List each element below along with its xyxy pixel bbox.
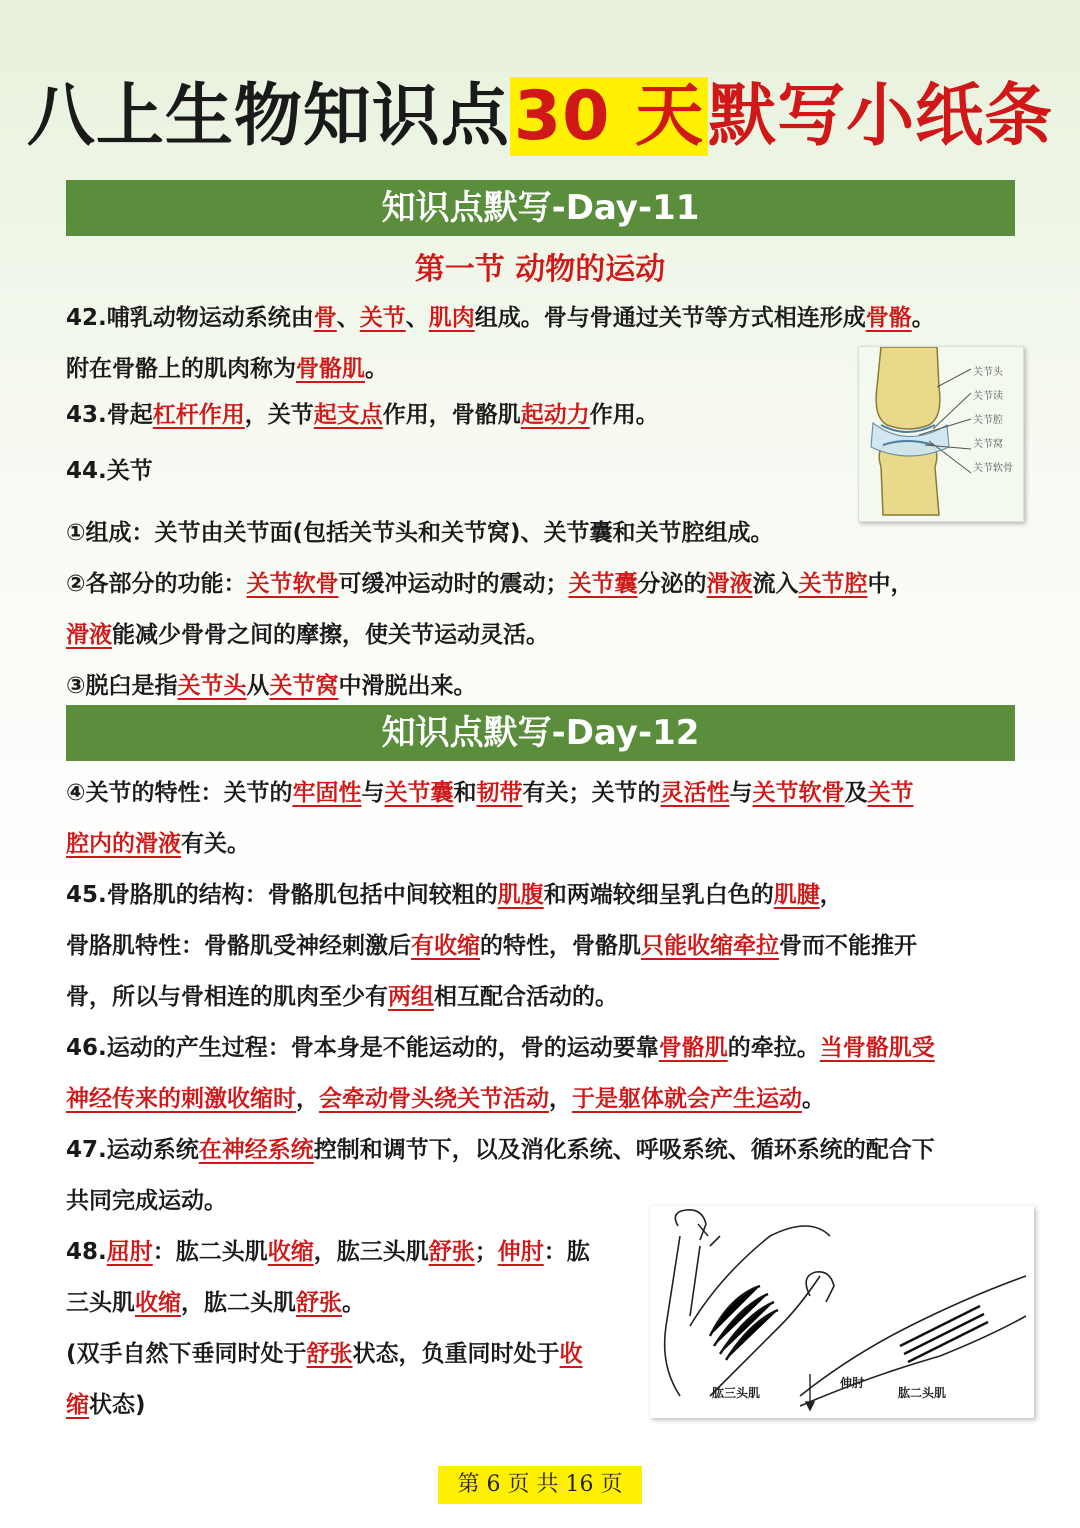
joint-label-socket: 关节窝 bbox=[973, 439, 1003, 450]
text-segment: 可缓冲运动时的震动； bbox=[338, 571, 569, 597]
answer-blank: 当骨骼肌受 bbox=[819, 1035, 935, 1061]
answer-blank: 会牵动骨头绕关节活动 bbox=[319, 1086, 549, 1112]
answer-blank: 只能收缩牵拉 bbox=[641, 933, 779, 959]
text-segment: 中， bbox=[867, 571, 914, 597]
item-48-line4 bbox=[66, 1380, 146, 1431]
answer-blank: 骨骼肌 bbox=[658, 1035, 728, 1061]
text-segment: ，关节 bbox=[244, 402, 314, 428]
text-segment: ， bbox=[549, 1086, 572, 1112]
answer-blank: 杠杆作用 bbox=[152, 402, 245, 428]
item-45-line3 bbox=[66, 972, 618, 1023]
answer-blank: 滑液 bbox=[66, 622, 112, 648]
answer-blank: 关节腔 bbox=[798, 571, 868, 597]
text-segment: 附在骨骼上的肌肉称为 bbox=[66, 356, 296, 382]
answer-blank: 屈肘 bbox=[106, 1239, 153, 1265]
text-segment: 。 bbox=[802, 1086, 825, 1112]
section-heading: 第一节 动物的运动 bbox=[414, 252, 666, 287]
text-segment: 47.运动系统 bbox=[66, 1137, 199, 1163]
text-segment: 及 bbox=[844, 780, 868, 806]
page-title bbox=[0, 62, 1080, 172]
answer-blank: 关节软骨 bbox=[752, 780, 845, 806]
text-segment: 骨，所以与骨相连的肌肉至少有 bbox=[66, 984, 388, 1010]
answer-blank: 骨 bbox=[313, 305, 337, 331]
text-segment: 状态) bbox=[89, 1392, 146, 1418]
text-segment: 流入 bbox=[752, 571, 799, 597]
answer-blank: 牢固性 bbox=[292, 780, 362, 806]
text-segment: 。 bbox=[911, 305, 935, 331]
answer-blank: 舒张 bbox=[296, 1290, 342, 1316]
answer-blank: 骨骼肌 bbox=[296, 356, 365, 382]
answer-blank: 伸肘 bbox=[497, 1239, 544, 1265]
text-segment: 中滑脱出来。 bbox=[338, 673, 477, 699]
item-47-line1 bbox=[66, 1125, 935, 1176]
text-segment: 和 bbox=[453, 780, 477, 806]
item-43 bbox=[66, 390, 659, 441]
answer-blank: 关节头 bbox=[177, 673, 247, 699]
text-segment: 作用，骨骼肌 bbox=[382, 402, 521, 428]
item-48-line1 bbox=[66, 1227, 590, 1278]
answer-blank: 韧带 bbox=[476, 780, 523, 806]
item-42-line2 bbox=[66, 344, 388, 395]
answer-blank: 关节囊 bbox=[384, 780, 454, 806]
answer-blank: 关节窝 bbox=[269, 673, 339, 699]
text-segment: 分泌的 bbox=[637, 571, 707, 597]
text-segment: 42.哺乳动物运动系统由 bbox=[66, 305, 314, 331]
text-segment: ③脱臼是指 bbox=[66, 673, 178, 699]
text-segment: 的牵拉。 bbox=[727, 1035, 820, 1061]
answer-blank: 缩 bbox=[66, 1392, 89, 1418]
answer-blank: 滑液 bbox=[706, 571, 753, 597]
answer-blank: 收缩 bbox=[135, 1290, 181, 1316]
answer-blank: 关节囊 bbox=[568, 571, 638, 597]
text-segment: ②各部分的功能： bbox=[66, 571, 247, 597]
arm-figure bbox=[650, 1206, 1034, 1418]
page-number: 第 6 页 共 16 页 bbox=[438, 1466, 642, 1504]
text-segment: 相互配合活动的。 bbox=[434, 984, 618, 1010]
joint-figure bbox=[858, 346, 1024, 522]
answer-blank: 肌肉 bbox=[428, 305, 475, 331]
item-46-line1 bbox=[66, 1023, 935, 1074]
text-segment: 、 bbox=[336, 305, 360, 331]
item-45-line2 bbox=[66, 921, 917, 972]
text-segment: 三头肌 bbox=[66, 1290, 135, 1316]
text-segment: 46.运动的产生过程：骨本身是不能运动的，骨的运动要靠 bbox=[66, 1035, 659, 1061]
answer-blank: 肌腱 bbox=[773, 882, 820, 908]
arm-label-extend: 伸肘 bbox=[840, 1376, 865, 1390]
text-segment: 骨胳肌特性：骨骼肌受神经刺激后 bbox=[66, 933, 411, 959]
text-segment: ，肱三头肌 bbox=[313, 1239, 429, 1265]
joint-label-cartilage: 关节软骨 bbox=[973, 463, 1013, 474]
text-segment: (双手自然下垂同时处于 bbox=[66, 1341, 307, 1367]
text-segment: 控制和调节下，以及消化系统、呼吸系统、循环系统的配合下 bbox=[313, 1137, 935, 1163]
item-47-line2: 共同完成运动。 bbox=[66, 1188, 227, 1214]
answer-blank: 灵活性 bbox=[660, 780, 730, 806]
answer-blank: 于是躯体就会产生运动 bbox=[572, 1086, 802, 1112]
item-42-line1 bbox=[66, 293, 935, 344]
day11-banner: 知识点默写-Day-11 bbox=[66, 180, 1015, 236]
text-segment: ， bbox=[296, 1086, 319, 1112]
text-segment: 骨而不能推开 bbox=[779, 933, 917, 959]
item-45-line1 bbox=[66, 870, 843, 921]
joint-label-cavity: 关节腔 bbox=[973, 415, 1003, 426]
text-segment: ； bbox=[474, 1239, 498, 1265]
text-segment: ， bbox=[819, 882, 843, 908]
title-highlight: 30 天 bbox=[510, 77, 708, 156]
answer-blank: 舒张 bbox=[428, 1239, 475, 1265]
text-segment: 有关；关节的 bbox=[522, 780, 661, 806]
text-segment: ：肱 bbox=[543, 1239, 590, 1265]
item-46-line2 bbox=[66, 1074, 825, 1125]
item-48-line3 bbox=[66, 1329, 583, 1380]
text-segment: 组成。骨与骨通过关节等方式相连形成 bbox=[474, 305, 866, 331]
item-44-functions-2 bbox=[66, 610, 549, 661]
text-segment: 状态，负重同时处于 bbox=[352, 1341, 560, 1367]
item-44-title: 44.关节 bbox=[66, 458, 153, 484]
text-segment: 。 bbox=[365, 356, 388, 382]
text-segment: 从 bbox=[246, 673, 270, 699]
text-segment: 有关。 bbox=[181, 831, 250, 857]
item-44-property-1 bbox=[66, 768, 913, 819]
item-44-composition: ①组成：关节由关节面(包括关节头和关节窝)、关节囊和关节腔组成。 bbox=[66, 520, 774, 546]
joint-label-capsule: 关节读 bbox=[973, 391, 1003, 402]
answer-blank: 神经传来的刺激收缩时 bbox=[66, 1086, 296, 1112]
arm-label-biceps: 肱二头肌 bbox=[898, 1386, 947, 1400]
answer-blank: 有收缩 bbox=[411, 933, 480, 959]
text-segment: 能减少骨骨之间的摩擦，使关节运动灵活。 bbox=[112, 622, 549, 648]
answer-blank: 腔内的滑液 bbox=[66, 831, 181, 857]
answer-blank: 骨骼 bbox=[865, 305, 912, 331]
text-segment: 和两端较细呈乳白色的 bbox=[543, 882, 774, 908]
answer-blank: 舒张 bbox=[306, 1341, 353, 1367]
text-segment: 43.骨起 bbox=[66, 402, 153, 428]
answer-blank: 在神经系统 bbox=[198, 1137, 314, 1163]
text-segment: 48. bbox=[66, 1239, 107, 1265]
arm-label-triceps: 肱三头肌 bbox=[712, 1386, 761, 1400]
title-text-1: 八上生物知识点 bbox=[26, 77, 510, 156]
answer-blank: 起动力 bbox=[520, 402, 590, 428]
text-segment: ，肱二头肌 bbox=[181, 1290, 296, 1316]
item-44-property-2 bbox=[66, 819, 250, 870]
answer-blank: 关节 bbox=[359, 305, 406, 331]
text-segment: 、 bbox=[405, 305, 429, 331]
text-segment: 作用。 bbox=[589, 402, 659, 428]
text-segment: 与 bbox=[729, 780, 753, 806]
item-48-line2 bbox=[66, 1278, 365, 1329]
text-segment: 45.骨胳肌的结构：骨骼肌包括中间较粗的 bbox=[66, 882, 498, 908]
day12-banner: 知识点默写-Day-12 bbox=[66, 705, 1015, 761]
answer-blank: 收 bbox=[559, 1341, 583, 1367]
title-text-2: 默写小纸条 bbox=[708, 77, 1054, 156]
text-segment: 与 bbox=[361, 780, 385, 806]
text-segment: ：肱二头肌 bbox=[152, 1239, 268, 1265]
answer-blank: 收缩 bbox=[267, 1239, 314, 1265]
answer-blank: 关节 bbox=[867, 780, 914, 806]
text-segment: 的特性，骨骼肌 bbox=[480, 933, 641, 959]
answer-blank: 两组 bbox=[388, 984, 434, 1010]
text-segment: 。 bbox=[342, 1290, 365, 1316]
item-44-functions-1 bbox=[66, 559, 913, 610]
answer-blank: 起支点 bbox=[313, 402, 383, 428]
text-segment: ④关节的特性：关节的 bbox=[66, 780, 293, 806]
answer-blank: 关节软骨 bbox=[246, 571, 339, 597]
joint-label-head: 关节头 bbox=[973, 367, 1003, 378]
answer-blank: 肌腹 bbox=[497, 882, 544, 908]
